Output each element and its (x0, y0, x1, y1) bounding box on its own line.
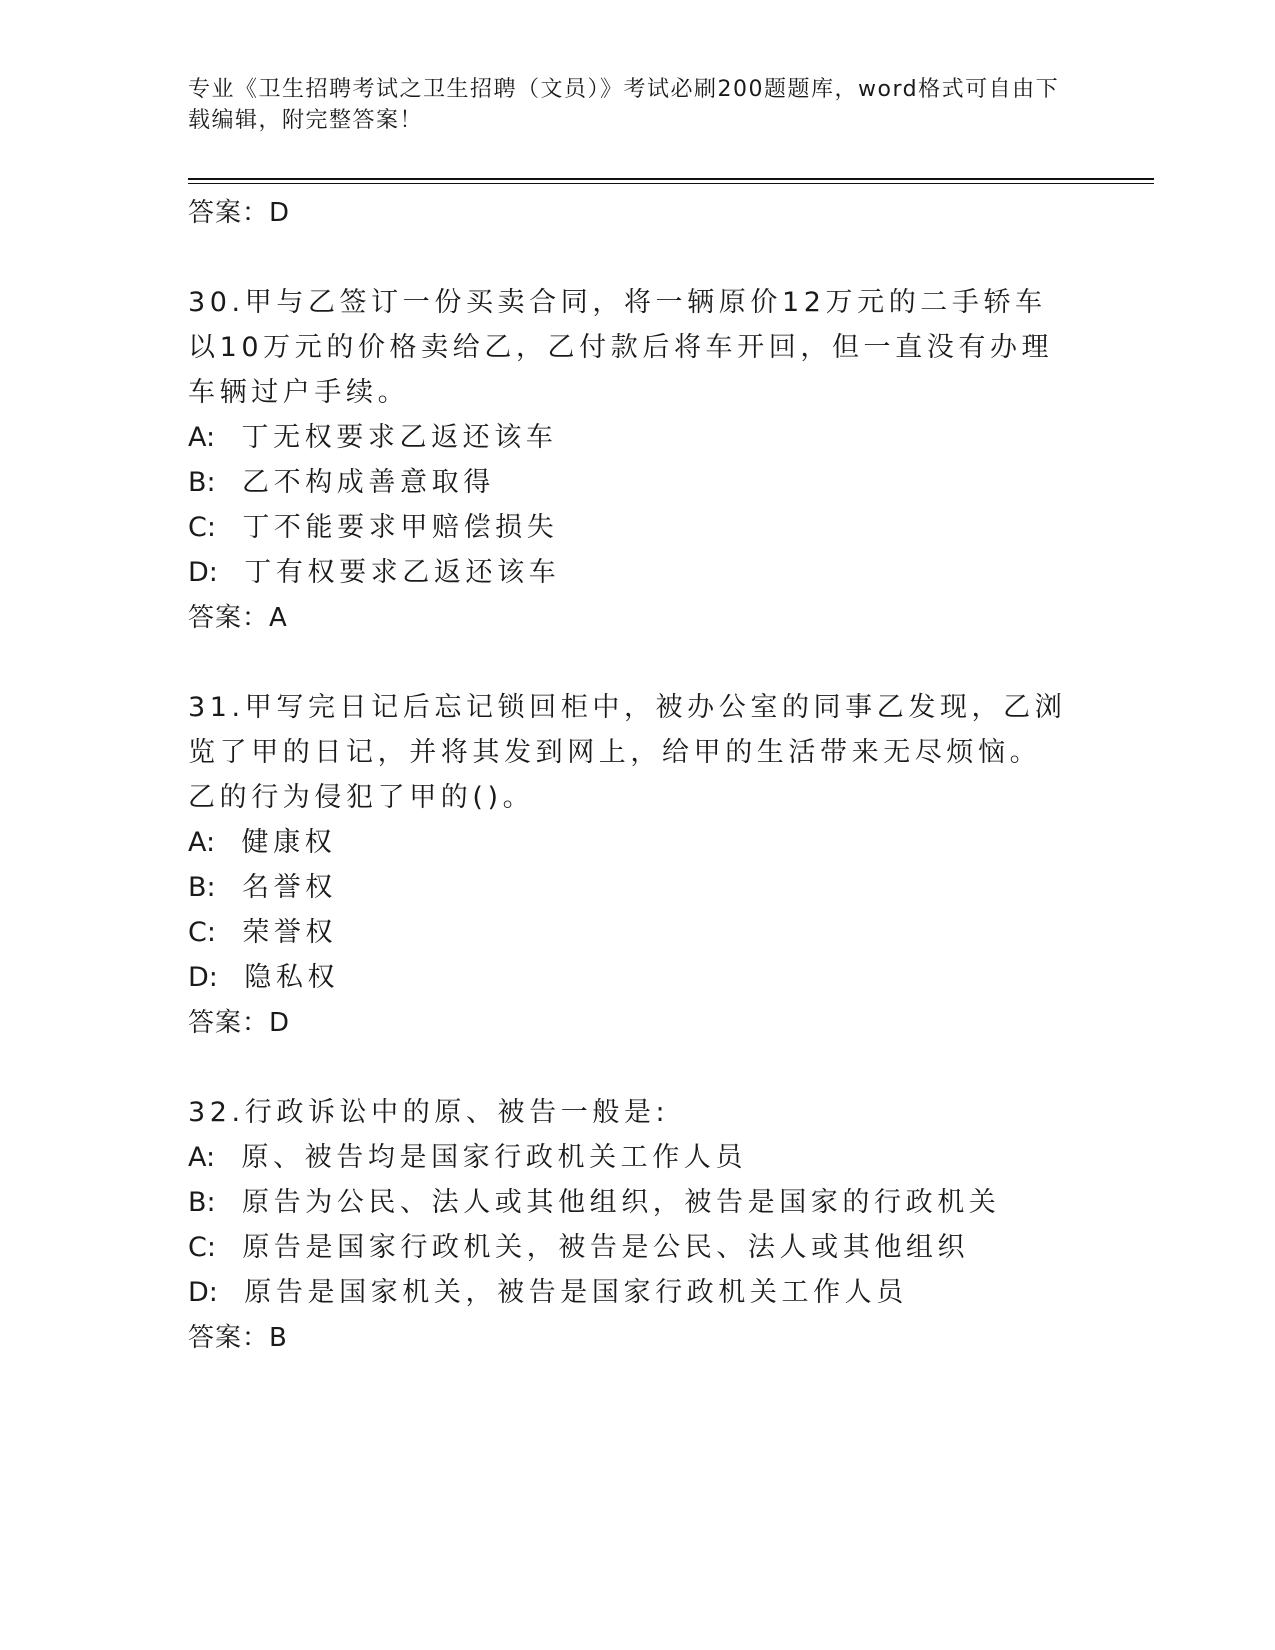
option-b (188, 1180, 1088, 1225)
option-letter: A: (188, 422, 216, 453)
answer-label: 答案： (188, 1323, 270, 1353)
option-text: 原告为公民、法人或其他组织，被告是国家的行政机关 (242, 1187, 1001, 1218)
option-letter: D: (188, 1277, 218, 1308)
option-c (188, 910, 1088, 955)
option-text: 乙不构成善意取得 (242, 467, 495, 498)
option-text: 丁无权要求乙返还该车 (241, 422, 558, 453)
question-text: 31.甲写完日记后忘记锁回柜中，被办公室的同事乙发现，乙浏览了甲的日记，并将其发到网上，给甲的生活带来无尽烦恼。乙的行为侵犯了甲的()。 (188, 692, 1067, 813)
option-b (188, 865, 1088, 910)
question-text: 30.甲与乙签订一份买卖合同，将一辆原价12万元的二手轿车以10万元的价格卖给乙，乙付款后将车开回，但一直没有办理车辆过户手续。 (188, 287, 1054, 408)
option-letter: D: (188, 962, 218, 993)
option-text: 丁不能要求甲赔偿损失 (242, 512, 559, 543)
header-rule-thick (188, 178, 1154, 180)
option-letter: B: (188, 467, 216, 498)
answer-value: A (269, 603, 288, 633)
answer-value: D (269, 198, 291, 228)
answer-label: 答案： (188, 603, 270, 633)
spacer (188, 236, 1088, 280)
answer-value: B (269, 1323, 288, 1353)
option-d (188, 955, 1088, 1000)
option-d (188, 1270, 1088, 1315)
option-letter: A: (188, 1142, 216, 1173)
option-b (188, 460, 1088, 505)
question-block (188, 280, 1088, 641)
answer-line (188, 1315, 1088, 1361)
option-letter: C: (188, 512, 216, 543)
option-text: 原告是国家机关，被告是国家行政机关工作人员 (244, 1277, 908, 1308)
question-text: 32.行政诉讼中的原、被告一般是: (188, 1097, 670, 1128)
option-text: 丁有权要求乙返还该车 (244, 557, 561, 588)
option-letter: D: (188, 557, 218, 588)
option-a (188, 1135, 1088, 1180)
option-a (188, 820, 1088, 865)
answer-line (188, 1000, 1088, 1046)
option-c (188, 505, 1088, 550)
option-text: 隐私权 (244, 962, 340, 993)
option-text: 健康权 (241, 827, 337, 858)
answer-value: D (269, 1008, 291, 1038)
option-c (188, 1225, 1088, 1270)
answer-line (188, 190, 1088, 236)
question-list (188, 190, 1088, 1361)
option-a (188, 415, 1088, 460)
page-header: 专业《卫生招聘考试之卫生招聘（文员）》考试必刷200题题库，word格式可自由下载编辑，附完整答案！ (188, 77, 1060, 133)
spacer (188, 641, 1088, 685)
header-rule-thin (188, 183, 1154, 184)
option-text: 荣誉权 (242, 917, 338, 948)
question-block (188, 1090, 1088, 1361)
question-block (188, 685, 1088, 1046)
option-text: 原告是国家行政机关，被告是公民、法人或其他组织 (242, 1232, 970, 1263)
option-letter: C: (188, 917, 216, 948)
option-letter: B: (188, 1187, 216, 1218)
option-d (188, 550, 1088, 595)
option-letter: A: (188, 827, 216, 858)
option-letter: C: (188, 1232, 216, 1263)
answer-label: 答案： (188, 1008, 270, 1038)
answer-label: 答案： (188, 198, 270, 228)
option-text: 原、被告均是国家行政机关工作人员 (241, 1142, 748, 1173)
option-letter: B: (188, 872, 216, 903)
answer-line (188, 595, 1088, 641)
spacer (188, 1046, 1088, 1090)
option-text: 名誉权 (242, 872, 337, 903)
